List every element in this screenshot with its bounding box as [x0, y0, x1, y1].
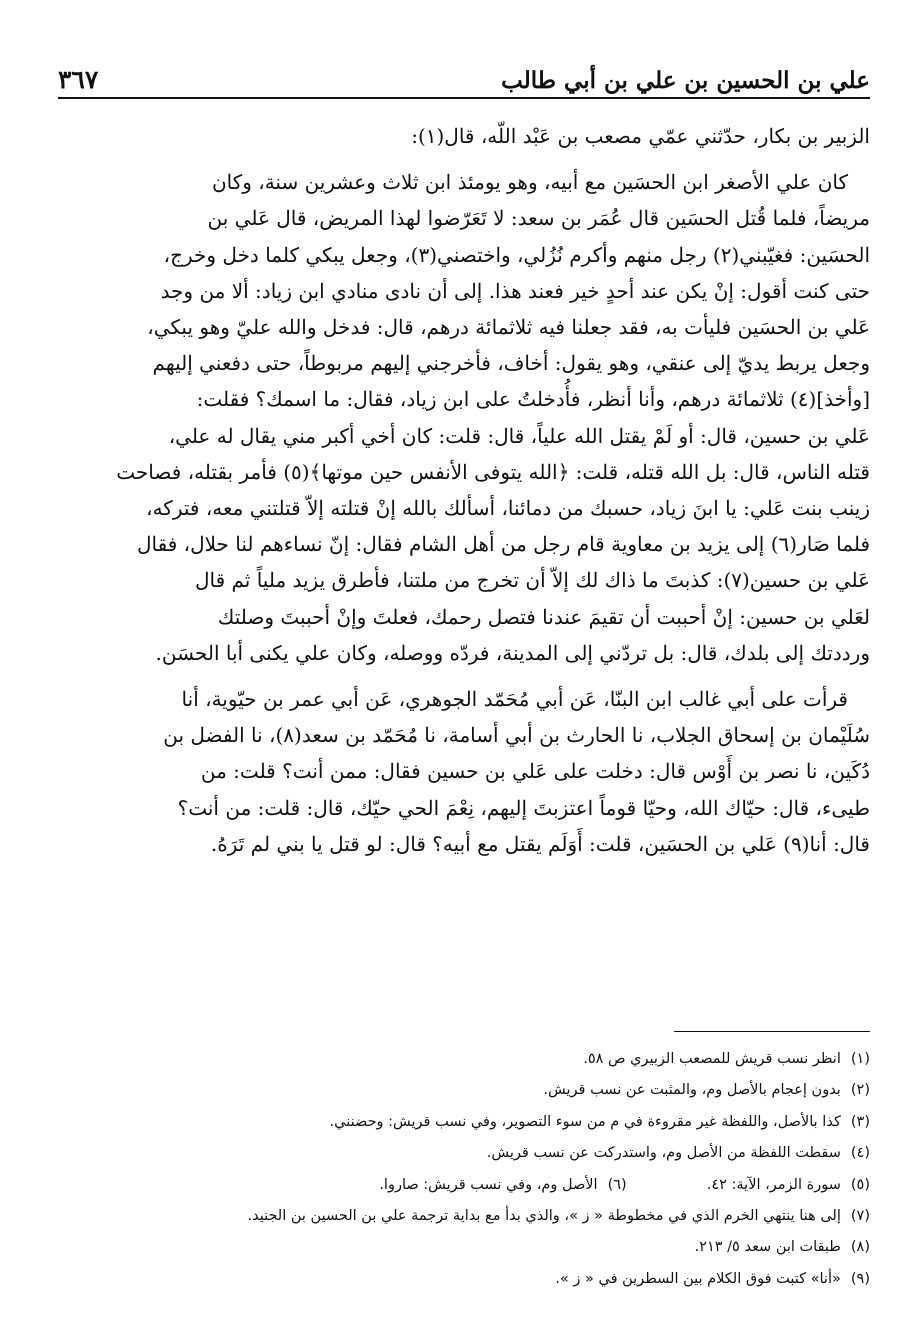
- footnote-text: سقطت اللفظة من الأصل وم، واستدركت عن نسب قريش.: [486, 1145, 841, 1162]
- footnote-number: (٦): [607, 1176, 627, 1193]
- footnote-number: (٣): [850, 1113, 870, 1130]
- footnote: [58, 1232, 870, 1263]
- footnote-text: إلى هنا ينتهي الخرم الذي في مخطوطة « ز »، والذي بدأ مع بداية ترجمة علي بن الحسين بن الجنيد.: [247, 1208, 841, 1225]
- footnote: [58, 1075, 870, 1106]
- text-line: سُلَيْمان بن إسحاق الجلاب، نا الحارث بن أبي أسامة، نا مُحَمّد بن سعد(٨)، نا الفضل بن: [163, 723, 870, 748]
- text-line: لعَلي بن حسين: إنْ أحببت أن تقيمَ عندنا فتصل رحمك، فعلتَ وإنْ أحببتَ وصلتك: [217, 604, 870, 629]
- footnote-text: سورة الزمر، الآية: ٤٢.: [706, 1176, 841, 1193]
- footnote-text: «أنا» كتبت فوق الكلام بين السطرين في « ز ».: [555, 1270, 841, 1287]
- text-line: قتله الناس، قال: بل الله قتله، قلت: ﴿الله يتوفى الأنفس حين موتها﴾(٥) فأمر بقتله، فصاحت: [116, 459, 870, 484]
- text-line: مريضاً، فلما قُتل الحسَين قال عُمَر بن سعد: لا تَعَرّضوا لهذا المريض، قال عَلي بن: [207, 206, 870, 231]
- footnote-text: كذا بالأصل، واللفظة غير مقروءة في م من سوء التصوير، وفي نسب قريش: وحضنني.: [329, 1113, 841, 1130]
- text-line: قال: أنا(٩) عَلي بن الحسَين، قلت: أَوَلَم يقتل مع أبيه؟ قال: لو قتل يا بني لم تَرَهُ.: [210, 831, 870, 856]
- text-line: حتى كنت أقول: إنْ يكن عند أحدٍ خير فعند هذا. إلى أن نادى منادي ابن زياد: ألا من وجد: [160, 278, 870, 303]
- page-header: [58, 54, 870, 94]
- text-line: كان علي الأصغر ابن الحسَين مع أبيه، وهو يومئذ ابن ثلاث وعشرين سنة، وكان: [211, 170, 848, 195]
- text-line: [وأخذ](٤) ثلاثمائة درهم، وأنا أنظر، فأُدخلتُ على ابن زياد، فقال: ما اسمك؟ فقلت:: [196, 387, 870, 412]
- text-line: عَلي بن الحسَين فليأت به، فقد جعلنا فيه ثلاثمائة درهم، قال: فدخل والله عليّ وهو يبكي،: [147, 315, 870, 340]
- footnote: [58, 1201, 870, 1232]
- footnote: [58, 1170, 870, 1201]
- footnote-number: (٧): [850, 1208, 870, 1225]
- footnote-text: الأصل وم، وفي نسب قريش: صاروا.: [379, 1176, 598, 1193]
- text-line: الحسَين: فغيّبني(٢) رجل منهم وأكرم نُزُلي، واختصني(٣)، وجعل يبكي كلما دخل وخرج،: [163, 242, 870, 267]
- footnote-text: انظر نسب قريش للمصعب الزبيري ص ٥٨.: [583, 1051, 841, 1067]
- footnote-text: بدون إعجام بالأصل وم، والمثبت عن نسب قريش.: [543, 1082, 841, 1099]
- footnote: [58, 1044, 870, 1075]
- text-line: عَلي بن حسين، قال: أو لَمْ يقتل الله علياً، قال: قلت: كان أخي أكبر مني يقال له علي،: [168, 423, 870, 448]
- text-line: عَلي بن حسين(٧): كذبتَ ما ذاك لك إلاّ أن تخرج من ملتنا، فأطرق يزيد ملياً ثم قال: [194, 568, 870, 593]
- footnotes: [58, 1044, 870, 1295]
- page-number: ٣٦٧: [58, 65, 99, 94]
- footnote-number: (٥): [850, 1176, 870, 1193]
- footnote: [58, 1107, 870, 1138]
- footnote-number: (٢): [850, 1082, 870, 1099]
- footnote-number: (٨): [850, 1239, 870, 1256]
- footnote-separator: [674, 1031, 870, 1032]
- text-line: دُكَين، نا نصر بن أَوْس قال: دخلت على عَلي بن حسين فقال: ممن أنت؟ قلت: من: [200, 759, 870, 784]
- header-rule: [58, 97, 870, 99]
- text-line: ورددتك إلى بلدك، قال: بل تردّني إلى المدينة، فردّه ووصله، وكان علي يكنى أبا الحسَن.: [155, 640, 870, 665]
- text-line: الزبير بن بكار، حدّثني عمّي مصعب بن عَبْد اللّه، قال(١):: [411, 124, 870, 148]
- footnote: [58, 1264, 870, 1295]
- text-line: قرأت على أبي غالب ابن البنّا، عَن أبي مُحَمّد الجوهري، عَن أبي عمر بن حيّوية، أنا: [181, 687, 848, 712]
- running-title: علي بن الحسين بن علي بن أبي طالب: [501, 67, 870, 94]
- text-line: فلما صَار(٦) إلى يزيد بن معاوية قام رجل من أهل الشام فقال: إنّ نساءهم لنا حلال، فقال: [136, 532, 870, 557]
- main-text: [58, 118, 870, 862]
- footnote-number: (٩): [850, 1270, 870, 1287]
- text-line: طيىء، قال: حيّاك الله، وحيّا قوماً اعتزبتَ إليهم، نِعْمَ الحي حيّك، قال: قلت: من أنت؟: [177, 795, 870, 820]
- footnote-spacer: [637, 1170, 697, 1201]
- footnote-text: طبقات ابن سعد ٥/ ٢١٣.: [694, 1239, 841, 1256]
- text-line: وجعل يربط يديّ إلى عنقي، وهو يقول: أخاف، فأخرجني إليهم مربوطاً، حتى دفعني إليهم: [152, 351, 870, 376]
- footnote: [58, 1138, 870, 1169]
- footnote-number: (٤): [850, 1145, 870, 1162]
- footnote-number: (١): [850, 1051, 870, 1067]
- text-line: زينب بنت عَلي: يا ابنَ زياد، حسبك من دمائنا، أسألك بالله إنْ قتلته إلاّ قتلتني معه، فتركه،: [146, 496, 870, 521]
